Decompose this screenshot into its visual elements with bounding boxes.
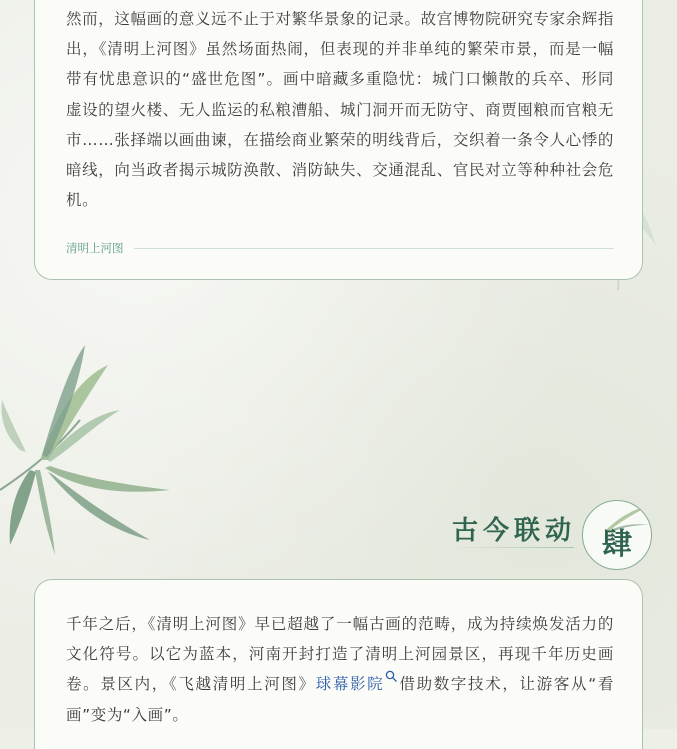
image-caption: 清明上河图: [66, 241, 124, 255]
bamboo-decoration-icon: [0, 340, 200, 560]
image-caption-row: [66, 238, 614, 258]
section-number-badge: [582, 500, 652, 570]
caption-divider: [134, 248, 615, 249]
modern-paragraph: [66, 609, 614, 730]
section-number: 肆: [602, 527, 632, 562]
search-icon[interactable]: [385, 670, 398, 683]
intro-paragraph: 然而，这幅画的意义远不止于对繁华景象的记录。故宫博物院研究专家余辉指出，《清明上河图》虽然场面热闹，但表现的并非单纯的繁荣市景，而是一幅带有忧患意识的“盛世危图”。画中暗藏多重隐忧：城门口懒散的兵卒、形同虚设的望火楼、无人监运的私粮漕船、城门洞开而无防守、商贾囤粮而官粮无市……张择端以画曲谏，在描绘商业繁荣的明线背后，交织着一条令人心悸的暗线，向当政者揭示城防涣散、消防缺失、交通混乱、官民对立等种种社会危机。: [66, 10, 614, 210]
article-card-modern: [34, 579, 643, 749]
title-underline: [450, 547, 574, 548]
section-title: 古今联动: [452, 516, 577, 546]
paragraph-text-after-link: 借助数字技术，让游客从“看画”变为“入画”。: [66, 675, 614, 724]
article-card-intro: [34, 0, 643, 280]
cinema-search-link[interactable]: 球幕影院: [315, 675, 385, 694]
paragraph-text-before-link: 千年之后，《清明上河图》早已超越了一幅古画的范畴，成为持续焕发活力的文化符号。以它为蓝本，河南开封打造了清明上河园景区，再现千年历史画卷。景区内，《飞越清明上河图》: [66, 615, 614, 694]
